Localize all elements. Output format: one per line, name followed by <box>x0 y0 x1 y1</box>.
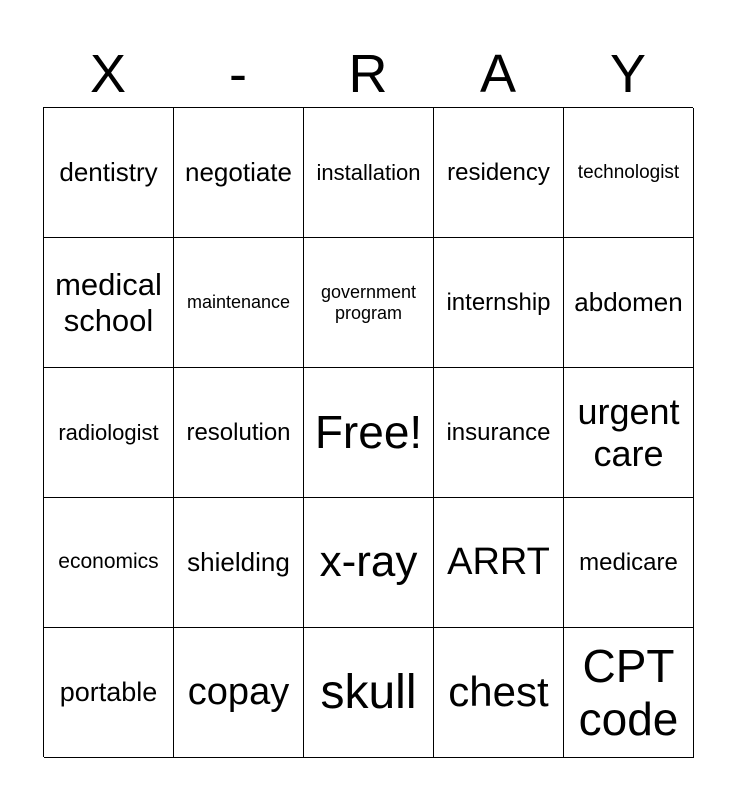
free-space-cell[interactable] <box>304 368 434 498</box>
bingo-cell[interactable] <box>174 368 304 498</box>
bingo-cell[interactable] <box>564 498 694 628</box>
bingo-cell[interactable] <box>304 238 434 368</box>
bingo-cell[interactable] <box>44 628 174 758</box>
bingo-cell-label: medicare <box>579 548 678 576</box>
header-letter-x: X <box>89 44 127 104</box>
bingo-cell[interactable] <box>44 108 174 238</box>
bingo-cell[interactable] <box>434 108 564 238</box>
bingo-cell[interactable] <box>434 628 564 758</box>
bingo-cell-label: residency <box>447 158 550 186</box>
bingo-cell[interactable] <box>304 628 434 758</box>
bingo-cell-label: internship <box>446 288 551 316</box>
header-letter-a: A <box>479 44 517 104</box>
bingo-cell-label: radiologist <box>58 419 159 445</box>
bingo-cell-label: technologist <box>577 161 680 183</box>
bingo-cell-label: government program <box>320 281 417 323</box>
bingo-cell-label: chest <box>448 668 549 716</box>
bingo-cell-label: shielding <box>187 546 290 577</box>
bingo-cell[interactable] <box>174 238 304 368</box>
bingo-cell-label: copay <box>187 670 290 713</box>
bingo-cell-label: abdomen <box>574 286 683 317</box>
bingo-cell-label: resolution <box>186 418 291 446</box>
bingo-cell[interactable] <box>44 368 174 498</box>
bingo-cell[interactable] <box>44 238 174 368</box>
bingo-header <box>43 40 693 108</box>
bingo-cell-label: installation <box>316 159 421 185</box>
header-letter-r: R <box>348 44 388 104</box>
bingo-cell[interactable] <box>564 628 694 758</box>
bingo-cell-label: medical school <box>55 266 162 338</box>
bingo-cell[interactable] <box>564 108 694 238</box>
bingo-cell[interactable] <box>564 368 694 498</box>
bingo-cell-label: skull <box>320 665 417 719</box>
bingo-cell[interactable] <box>174 498 304 628</box>
bingo-cell-label: urgent care <box>577 391 680 474</box>
header-letter-y: Y <box>609 44 647 104</box>
bingo-cell[interactable] <box>564 238 694 368</box>
bingo-cell[interactable] <box>174 108 304 238</box>
bingo-cell-label: dentistry <box>59 156 158 187</box>
bingo-cell-label: x-ray <box>319 537 418 587</box>
bingo-cell[interactable] <box>434 498 564 628</box>
bingo-cell[interactable] <box>304 498 434 628</box>
bingo-cell-label: insurance <box>446 418 551 446</box>
header-letter-dash: - <box>229 44 247 104</box>
bingo-cell-label: portable <box>59 676 158 707</box>
bingo-cell[interactable] <box>44 498 174 628</box>
bingo-board <box>43 107 693 757</box>
bingo-cell-label: negotiate <box>185 156 292 187</box>
bingo-cell-label: maintenance <box>186 292 291 313</box>
bingo-cell-label: CPT code <box>578 639 679 745</box>
bingo-cell-label: ARRT <box>447 540 550 583</box>
bingo-cell-label: Free! <box>314 406 423 459</box>
bingo-cell[interactable] <box>434 238 564 368</box>
bingo-cell[interactable] <box>174 628 304 758</box>
bingo-cell[interactable] <box>434 368 564 498</box>
bingo-cell[interactable] <box>304 108 434 238</box>
bingo-cell-label: economics <box>58 550 159 574</box>
